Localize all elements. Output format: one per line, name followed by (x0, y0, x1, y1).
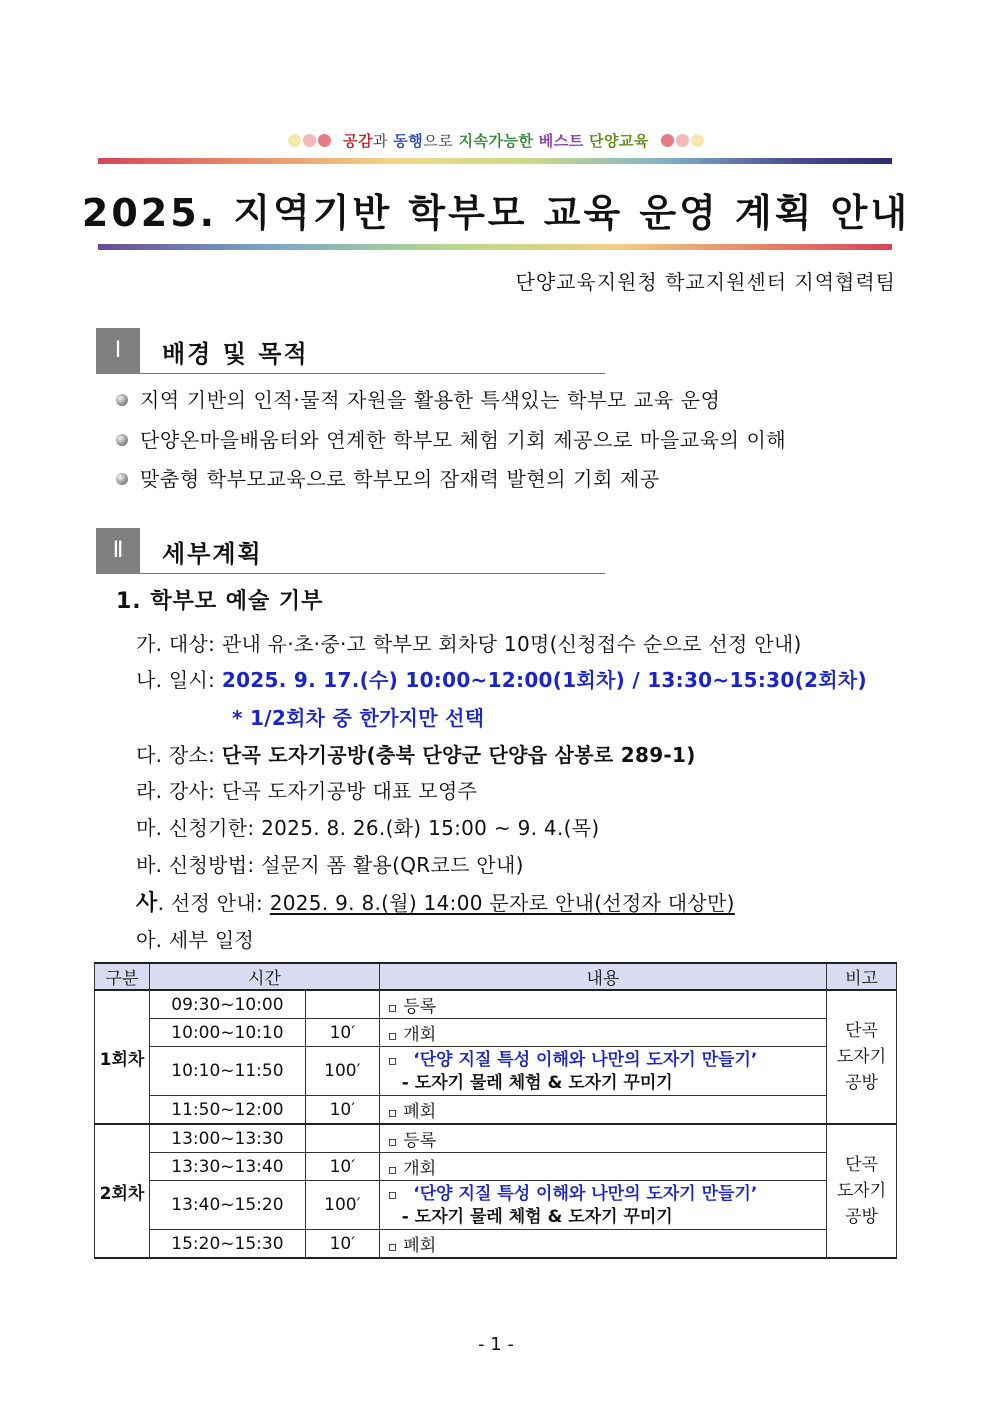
decor-dot-icon (676, 134, 689, 147)
item-label: 라. 강사: (136, 779, 222, 803)
item-label: 가. 대상: (136, 632, 222, 656)
time-cell: 15:20~15:30 (149, 1230, 305, 1259)
item-label: 다. 장소: (136, 743, 222, 767)
slogan-part: 지속가능한 (458, 132, 534, 150)
section-title: 세부계획 (162, 540, 263, 568)
table-row (95, 1096, 897, 1125)
table-row (95, 1153, 897, 1181)
slogan-part: 과 (373, 132, 394, 150)
purpose-bullet (116, 384, 721, 413)
content-cell (379, 990, 826, 1019)
time-cell: 11:50~12:00 (149, 1096, 305, 1125)
item-value: 설문지 폼 활용(QR코드 안내) (261, 853, 524, 877)
bullet-icon (116, 394, 128, 406)
bullet-text: 맞춤형 학부모교육으로 학부모의 잠재력 발현의 기회 제공 (140, 467, 660, 491)
time-cell: 13:00~13:30 (149, 1124, 305, 1153)
item-date-note: * 1/2회차 중 한가지만 선택 (232, 706, 485, 730)
slogan (0, 130, 992, 151)
title-top-bar (98, 158, 892, 164)
item-method (136, 849, 524, 878)
slogan-part: 동행 (393, 132, 424, 150)
content-cell (379, 1096, 826, 1125)
section-underline (140, 573, 605, 574)
slogan-part: 베스트 (538, 132, 584, 150)
item-target (136, 628, 802, 657)
table-row (95, 1019, 897, 1047)
section-underline (140, 373, 605, 374)
bullet-icon (116, 473, 128, 485)
bullet-text: 단양온마을배움터와 연계한 학부모 체험 기회 제공으로 마을교육의 이해 (140, 428, 787, 452)
duration-cell: 10′ (305, 1230, 379, 1259)
session-label: 2회차 (95, 1124, 150, 1258)
table-row (95, 990, 897, 1019)
content-text: 폐회 (403, 1102, 437, 1122)
time-cell: 09:30~10:00 (149, 990, 305, 1019)
item-value: 2025. 9. 8.(월) 14:00 문자로 안내(선정자 대상만) (269, 891, 735, 915)
item-value: 2025. 8. 26.(화) 15:00 ~ 9. 4.(목) (261, 816, 600, 840)
square-bullet-icon: ▫ (387, 1105, 398, 1121)
square-bullet-icon: ▫ (387, 1239, 398, 1255)
page-number: - 1 - (478, 1334, 514, 1355)
content-text: ‘단양 지질 특성 이해와 나만의 도자기 만들기’ (413, 1183, 758, 1204)
schedule-table (94, 962, 897, 1259)
content-text: 폐회 (403, 1236, 437, 1256)
decor-dot-icon (303, 134, 316, 147)
table-row (95, 1124, 897, 1153)
item-label: 바. 신청방법: (136, 853, 262, 877)
content-text: 등록 (403, 997, 437, 1017)
content-cell (379, 1230, 826, 1259)
table-row (95, 1047, 897, 1096)
content-cell (379, 1124, 826, 1153)
duration-cell: 10′ (305, 1153, 379, 1181)
title-bottom-bar (98, 244, 892, 250)
content-text: 개회 (403, 1159, 437, 1179)
sub-heading: 1. 학부모 예술 기부 (116, 589, 324, 614)
session-label: 1회차 (95, 990, 150, 1124)
note-cell (827, 990, 897, 1124)
time-cell: 13:30~13:40 (149, 1153, 305, 1181)
table-row (95, 1230, 897, 1259)
header-time: 시간 (149, 963, 379, 990)
decor-dot-icon (661, 134, 674, 147)
square-bullet-icon: ▫ (387, 1000, 398, 1016)
item-value: 2025. 9. 17.(수) 10:00~12:00(1회차) / 13:30~15:30(2회차) (221, 668, 867, 692)
content-text: ‘단양 지질 특성 이해와 나만의 도자기 만들기’ (413, 1049, 758, 1070)
header-note: 비고 (827, 963, 897, 990)
header-category: 구분 (95, 963, 150, 990)
content-text: 등록 (403, 1131, 437, 1151)
section-number: Ⅱ (96, 528, 140, 574)
purpose-bullet (116, 424, 786, 453)
duration-cell: 100′ (305, 1047, 379, 1096)
time-cell: 10:00~10:10 (149, 1019, 305, 1047)
item-place (136, 739, 696, 768)
item-value: 단곡 도자기공방(충북 단양군 단양읍 삼봉로 289-1) (221, 743, 696, 767)
note-line: 도자기 (836, 1047, 887, 1067)
item-deadline (136, 812, 599, 841)
purpose-bullet (116, 463, 660, 492)
square-bullet-icon: ▫ (387, 1162, 398, 1178)
item-instructor (136, 775, 477, 804)
page-title: 2025. 지역기반 학부모 교육 운영 계획 안내 (81, 191, 911, 235)
square-bullet-icon: ▫ (387, 1134, 398, 1150)
content-cell (379, 1019, 826, 1047)
content-cell (379, 1047, 826, 1096)
header-content: 내용 (379, 963, 826, 990)
item-schedule: 아. 세부 일정 (136, 928, 255, 952)
content-subtext: - 도자기 물레 체험 & 도자기 꾸미기 (401, 1072, 673, 1093)
item-selection (136, 886, 735, 917)
table-header-row (95, 963, 897, 990)
square-bullet-icon: ▫ (387, 1052, 398, 1069)
note-cell (827, 1124, 897, 1258)
note-line: 도자기 (836, 1181, 887, 1201)
slogan-part: 단양교육 (589, 132, 649, 150)
item-label: 마. 신청기한: (136, 816, 262, 840)
duration-cell (305, 1124, 379, 1153)
content-cell (379, 1181, 826, 1230)
time-cell: 13:40~15:20 (149, 1181, 305, 1230)
item-label: 나. 일시: (136, 668, 222, 692)
time-cell: 10:10~11:50 (149, 1047, 305, 1096)
note-line: 공방 (845, 1207, 878, 1227)
duration-cell: 10′ (305, 1019, 379, 1047)
decor-dot-icon (288, 134, 301, 147)
note-line: 단곡 (845, 1155, 878, 1175)
organization: 단양교육지원청 학교지원센터 지역협력팀 (515, 270, 896, 294)
content-cell (379, 1153, 826, 1181)
decor-dot-icon (318, 134, 331, 147)
slogan-part: 공감 (343, 132, 373, 150)
decor-dot-icon (691, 134, 704, 147)
note-line: 단곡 (845, 1021, 878, 1041)
item-value: 관내 유·초·중·고 학부모 회차당 10명(신청접수 순으로 선정 안내) (221, 632, 802, 656)
note-line: 공방 (845, 1073, 878, 1093)
square-bullet-icon: ▫ (387, 1028, 398, 1044)
content-text: 개회 (403, 1025, 437, 1045)
item-date (136, 664, 867, 693)
slogan-part: 으로 (423, 132, 459, 150)
item-value: 단곡 도자기공방 대표 모영주 (221, 779, 478, 803)
item-prefix: 사 (136, 891, 158, 916)
table-row (95, 1181, 897, 1230)
bullet-icon (116, 434, 128, 446)
duration-cell: 10′ (305, 1096, 379, 1125)
content-subtext: - 도자기 물레 체험 & 도자기 꾸미기 (401, 1206, 673, 1227)
section-number: Ⅰ (96, 328, 140, 374)
item-label: . 선정 안내: (157, 891, 270, 915)
duration-cell (305, 990, 379, 1019)
square-bullet-icon: ▫ (387, 1186, 398, 1203)
bullet-text: 지역 기반의 인적·물적 자원을 활용한 특색있는 학부모 교육 운영 (140, 388, 721, 412)
section-title: 배경 및 목적 (162, 340, 309, 368)
duration-cell: 100′ (305, 1181, 379, 1230)
